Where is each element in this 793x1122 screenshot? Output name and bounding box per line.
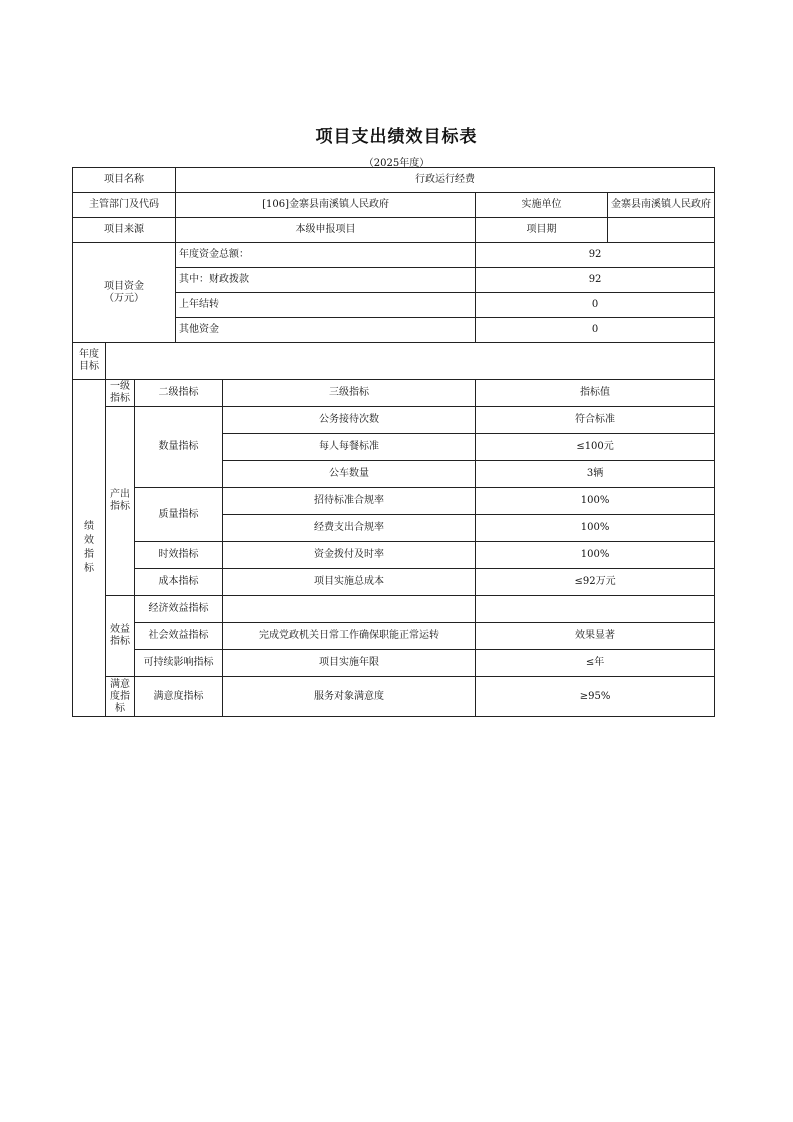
quantity-indicator-label: 数量指标 — [135, 407, 223, 488]
project-name-label: 项目名称 — [73, 168, 176, 193]
level3-name: 服务对象满意度 — [223, 677, 476, 717]
indicator-value: ≤100元 — [476, 434, 715, 461]
level3-name: 项目实施总成本 — [223, 569, 476, 596]
side-char: 指 — [84, 549, 94, 560]
level3-name: 资金拨付及时率 — [223, 542, 476, 569]
satisfaction-indicator-label — [106, 677, 135, 717]
annual-goal-label-line2: 目标 — [79, 361, 99, 372]
annual-goal-content — [106, 343, 715, 380]
header-level3: 三级指标 — [223, 380, 476, 407]
header-level1-line2: 指标 — [110, 393, 130, 404]
source-label: 项目来源 — [73, 218, 176, 243]
satisfaction-level2-label: 满意度指标 — [135, 677, 223, 717]
header-level2: 二级指标 — [135, 380, 223, 407]
funds-row-label: 年度资金总额： — [176, 243, 476, 268]
side-char: 绩 — [84, 521, 94, 532]
funds-label-line1: 项目资金 — [104, 280, 145, 292]
indicator-value: ≥95% — [476, 677, 715, 717]
output-indicator-label — [106, 407, 135, 596]
economic-indicator-label: 经济效益指标 — [135, 596, 223, 623]
satisfaction-label-line: 标 — [115, 702, 125, 714]
indicators-side-label — [73, 380, 106, 717]
level3-name — [223, 596, 476, 623]
satisfaction-label-line: 满意 — [110, 678, 130, 690]
benefit-label-line1: 效益 — [110, 624, 130, 635]
output-label-line2: 指标 — [110, 501, 130, 512]
output-label-line1: 产出 — [110, 489, 130, 500]
funds-row-label: 上年结转 — [176, 293, 476, 318]
header-value: 指标值 — [476, 380, 715, 407]
performance-table — [72, 167, 715, 717]
satisfaction-label-line: 度指 — [110, 690, 130, 702]
dept-value: [106]金寨县南溪镇人民政府 — [176, 193, 476, 218]
benefit-label-line2: 指标 — [110, 636, 130, 647]
level3-name: 经费支出合规率 — [223, 515, 476, 542]
unit-label: 实施单位 — [476, 193, 608, 218]
cost-indicator-label: 成本指标 — [135, 569, 223, 596]
funds-row-label: 其中：财政拨款 — [176, 268, 476, 293]
header-level1-line1: 一级 — [110, 381, 130, 392]
page-subtitle: （2025年度） — [363, 158, 430, 169]
side-char: 标 — [84, 563, 94, 574]
funds-label — [73, 243, 176, 343]
sustainable-indicator-label: 可持续影响指标 — [135, 650, 223, 677]
level3-name: 每人每餐标准 — [223, 434, 476, 461]
annual-goal-label-line1: 年度 — [79, 349, 99, 360]
indicator-value — [476, 596, 715, 623]
page-title: 项目支出绩效目标表 — [315, 127, 478, 147]
funds-row-value: 92 — [476, 243, 715, 268]
social-indicator-label: 社会效益指标 — [135, 623, 223, 650]
timeliness-indicator-label: 时效指标 — [135, 542, 223, 569]
project-name-value: 行政运行经费 — [176, 168, 715, 193]
funds-row-label: 其他资金 — [176, 318, 476, 343]
dept-label: 主管部门及代码 — [73, 193, 176, 218]
indicator-value: 符合标准 — [476, 407, 715, 434]
indicator-value: 100% — [476, 542, 715, 569]
side-char: 效 — [84, 535, 94, 546]
funds-row-value: 92 — [476, 268, 715, 293]
indicator-value: 100% — [476, 515, 715, 542]
period-label: 项目期 — [476, 218, 608, 243]
funds-row-value: 0 — [476, 293, 715, 318]
benefit-indicator-label — [106, 596, 135, 677]
funds-label-line2: （万元） — [104, 292, 145, 304]
indicator-value: ≤92万元 — [476, 569, 715, 596]
header-level1 — [106, 380, 135, 407]
indicator-value: 3辆 — [476, 461, 715, 488]
source-value: 本级申报项目 — [176, 218, 476, 243]
indicator-value: 100% — [476, 488, 715, 515]
level3-name: 招待标准合规率 — [223, 488, 476, 515]
period-value — [608, 218, 715, 243]
level3-name: 公务接待次数 — [223, 407, 476, 434]
annual-goal-label — [73, 343, 106, 380]
funds-row-value: 0 — [476, 318, 715, 343]
indicator-value: 效果显著 — [476, 623, 715, 650]
quality-indicator-label: 质量指标 — [135, 488, 223, 542]
level3-name: 公车数量 — [223, 461, 476, 488]
level3-name: 项目实施年限 — [223, 650, 476, 677]
level3-name: 完成党政机关日常工作确保职能正常运转 — [223, 623, 476, 650]
indicator-value: ≤年 — [476, 650, 715, 677]
unit-value: 金寨县南溪镇人民政府 — [608, 193, 715, 218]
